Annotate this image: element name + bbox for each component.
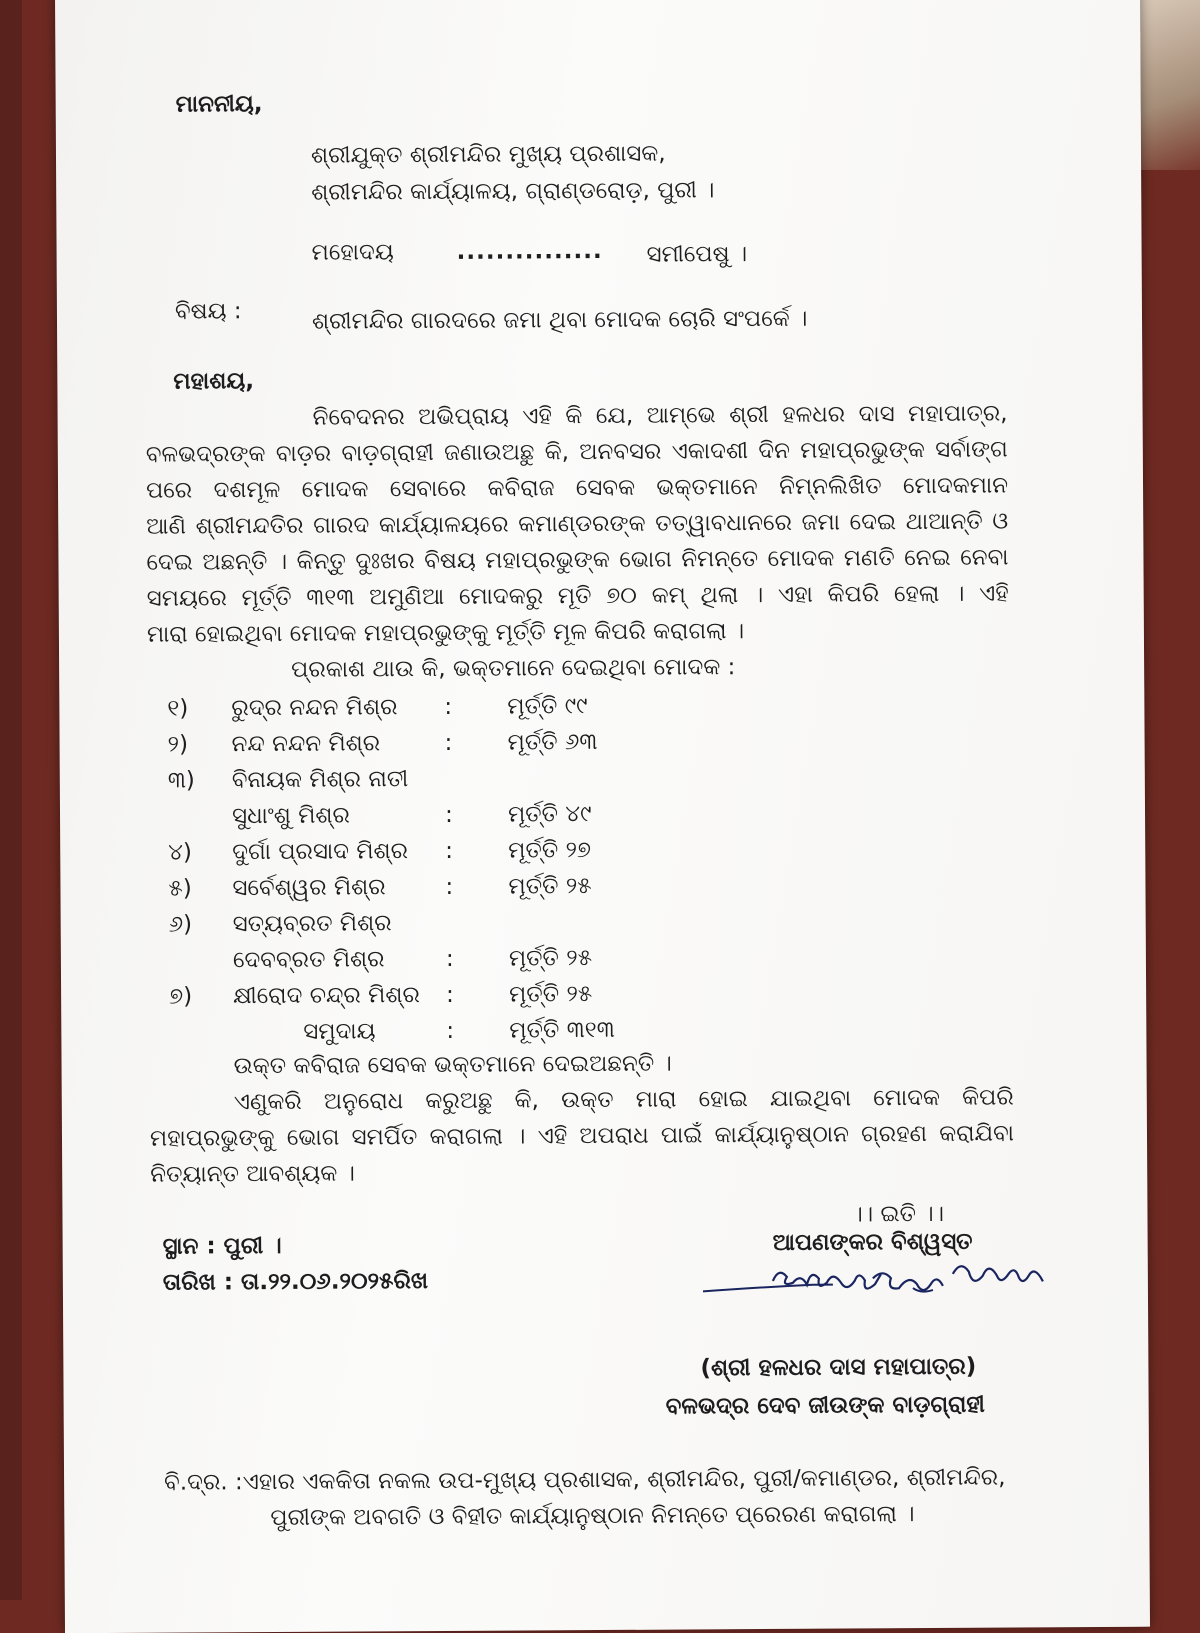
list-name: କ୍ଷୀରୋଦ ଚନ୍ଦ୍ର ମିଶ୍ର bbox=[233, 982, 420, 1010]
dots: ............... bbox=[456, 237, 603, 265]
body-line: ଆଣି ଶ୍ରୀମନ୍ଦତିର ଗାରଦ କାର୍ଯ୍ୟାଳୟରେ କମାଣ୍ଡରଙ୍କ ତତ୍ୱାବଧାନରେ ଜମା ଦେଇ ଥାଆନ୍ତି ଓ bbox=[146, 508, 1009, 540]
addressee-line2: ଶ୍ରୀମନ୍ଦିର କାର୍ଯ୍ୟାଳୟ, ଗ୍ରାଣ୍ଡରୋଡ଼, ପୁରୀ । bbox=[311, 177, 715, 206]
body-line: ନିବେଦନର ଅଭିପ୍ରାୟ ଏହି କି ଯେ, ଆମ୍ଭେ ଶ୍ରୀ ହଳଧର ଦାସ ମହାପାତ୍ର, bbox=[312, 400, 1008, 431]
body-line: ଦେଇ ଅଛନ୍ତି । କିନ୍ତୁ ଦୁଃଖର ବିଷୟ ମହାପ୍ରଭୁଙ୍କ ଭୋଗ ନିମନ୍ତେ ମୋଦକ ମଣତି ନେଇ ନେବା bbox=[146, 544, 1009, 576]
subject-text: ଶ୍ରୀମନ୍ଦିର ଗାରଦରେ ଜମା ଥିବା ମୋଦକ ଚୋରି ସଂପର୍କେ । bbox=[311, 305, 808, 335]
cc-line2: ପୁରୀଙ୍କ ଅବଗତି ଓ ବିହୀତ କାର୍ଯ୍ୟାନୁଷ୍ଠାନ ନିମନ୍ତେ ପ୍ରେରଣ କରାଗଲା । bbox=[270, 1501, 915, 1532]
list-colon: : bbox=[445, 945, 454, 972]
list-count: ମୂର୍ତ୍ତି ୨୫ bbox=[508, 873, 592, 900]
list-number: ୩) bbox=[167, 767, 195, 794]
list-number: ୨) bbox=[167, 731, 189, 758]
list-colon: : bbox=[444, 729, 453, 756]
list-number: ୫) bbox=[168, 875, 192, 902]
list-number: ୧) bbox=[167, 695, 189, 722]
list-count: ମୂର୍ତ୍ତି ୨୫ bbox=[508, 945, 593, 972]
body-line: ସମୟରେ ମୂର୍ତ୍ତି ୩୧୩ ଅମୁଣିଆ ମୋଦକରୁ ମୂତି ୭୦ କମ୍ ଥିଲା । ଏହା କିପରି ହେଲା । ଏହି bbox=[146, 580, 1009, 612]
body-line: ବଳଭଦ୍ରଙ୍କ ବାଡ଼ର ବାଡ଼ଗ୍ରାହୀ ଜଣାଉଅଛୁ କି, ଅନବସର ଏକାଦଶୀ ଦିନ ମହାପ୍ରଭୁଙ୍କ ସର୍ବାଙ୍ଗ bbox=[145, 436, 1008, 468]
list-total-label: ସମୁଦାୟ bbox=[303, 1018, 376, 1045]
request-line: ନିତ୍ୟାନ୍ତ ଆବଶ୍ୟକ । bbox=[150, 1160, 356, 1188]
list-colon: : bbox=[445, 873, 454, 900]
list-colon: : bbox=[444, 801, 453, 828]
samipeshu: ସମୀପେଷୁ । bbox=[646, 241, 748, 268]
mahashaya: ମହାଶୟ, bbox=[173, 368, 255, 395]
list-name: ଦେବବ୍ରତ ମିଶ୍ର bbox=[232, 946, 385, 974]
subject-label: ବିଷୟ : bbox=[174, 298, 242, 325]
list-name: ବିନାୟକ ମିଶ୍ର ନାତୀ bbox=[231, 766, 409, 794]
body-line: ମାରା ହୋଇଥିବା ମୋଦକ ମହାପ୍ରଭୁଙ୍କୁ ମୂର୍ତ୍ତି ମୂଳ କିପରି କରାଗଲା । bbox=[146, 618, 745, 648]
addressee-line1: ଶ୍ରୀଯୁକ୍ତ ଶ୍ରୀମନ୍ଦିର ମୁଖ୍ୟ ପ୍ରଶାସକ, bbox=[310, 140, 666, 169]
list-number: ୬) bbox=[168, 911, 193, 938]
list-number: ୪) bbox=[168, 839, 193, 866]
background-left bbox=[0, 0, 22, 1600]
iti: ।। ଇତି ।। bbox=[852, 1200, 945, 1228]
list-count: ମୂର୍ତ୍ତି ୪୯ bbox=[507, 801, 592, 828]
request-line: ଏଣୁକରି ଅନୁରୋଧ କରୁଅଛୁ କି, ଉକ୍ତ ମାରା ହୋଇ ଯାଇଥିବା ମୋଦକ କିପରି bbox=[233, 1084, 1014, 1116]
salutation: ମାନନୀୟ, bbox=[175, 91, 263, 118]
list-name: ସତ୍ୟବ୍ରତ ମିଶ୍ର bbox=[232, 910, 392, 938]
list-name: ରୁଦ୍ର ନନ୍ଦନ ମିଶ୍ର bbox=[231, 694, 398, 722]
mahodaya: ମହୋଦୟ bbox=[311, 239, 394, 266]
yours-faithfully: ଆପଣଙ୍କର ବିଶ୍ୱସ୍ତ bbox=[772, 1228, 973, 1256]
list-colon: : bbox=[446, 1017, 455, 1044]
date: ତାରିଖ : ତା.୨୨.୦୬.୨୦୨୫ରିଖ bbox=[162, 1268, 429, 1296]
list-colon: : bbox=[444, 693, 453, 720]
place: ସ୍ଥାନ : ପୁରୀ । bbox=[162, 1232, 282, 1260]
letter-paper bbox=[55, 0, 1150, 1633]
list-count: ମୂର୍ତ୍ତି ୬୩ bbox=[507, 729, 598, 756]
list-total-count: ମୂର୍ତ୍ତି ୩୧୩ bbox=[509, 1016, 615, 1044]
list-colon: : bbox=[445, 837, 454, 864]
list-name: ନନ୍ଦ ନନ୍ଦନ ମିଶ୍ର bbox=[231, 730, 381, 758]
list-number: ୭) bbox=[169, 983, 193, 1010]
cc-line1: ବି.ଦ୍ର. :ଏହାର ଏକକିତା ନକଲ ଉପ-ମୁଖ୍ୟ ପ୍ରଶାସକ, ଶ୍ରୀମନ୍ଦିର, ପୁରୀ/କମାଣ୍ଡର, ଶ୍ରୀମନ୍ଦିର, bbox=[164, 1464, 1006, 1496]
body-line: ପରେ ଦଶମୂଳ ମୋଦକ ସେବାରେ କବିରାଜ ସେବକ ଭକ୍ତମାନେ ନିମ୍ନଲିଖିତ ମୋଦକମାନ bbox=[145, 472, 1009, 504]
signer-title: ବଳଭଦ୍ର ଦେବ ଜୀଉଙ୍କ ବାଡ଼ଗ୍ରାହୀ bbox=[665, 1391, 985, 1420]
list-name: ଦୁର୍ଗା ପ୍ରସାଦ ମିଶ୍ର bbox=[232, 838, 409, 866]
list-name: ସୁଧାଂଶୁ ମିଶ୍ର bbox=[231, 802, 351, 830]
signature-image bbox=[703, 1249, 1123, 1312]
list-count: ମୂର୍ତ୍ତି ୯୯ bbox=[507, 693, 588, 720]
list-name: ସର୍ବେଶ୍ୱର ମିଶ୍ର bbox=[232, 874, 386, 902]
list-count: ମୂର୍ତ୍ତି ୨୭ bbox=[508, 837, 592, 864]
list-intro: ପ୍ରକାଶ ଥାଉ କି, ଭକ୍ତମାନେ ଦେଇଥିବା ମୋଦକ : bbox=[291, 654, 736, 683]
request-line: ମହାପ୍ରଭୁଙ୍କୁ ଭୋଗ ସମର୍ପିତ କରାଗଲା । ଏହି ଅପରାଧ ପାଇଁ କାର୍ଯ୍ୟାନୁଷ୍ଠାନ ଗ୍ରହଣ କରାଯିବା bbox=[149, 1120, 1015, 1152]
given-line: ଉକ୍ତ କବିରାଜ ସେବକ ଭକ୍ତମାନେ ଦେଇଅଛନ୍ତି । bbox=[233, 1050, 672, 1080]
list-colon: : bbox=[446, 981, 454, 1008]
signer-name: (ଶ୍ରୀ ହଳଧର ଦାସ ମହାପାତ୍ର) bbox=[700, 1353, 977, 1382]
list-count: ମୂର୍ତ୍ତି ୨୫ bbox=[509, 981, 593, 1008]
